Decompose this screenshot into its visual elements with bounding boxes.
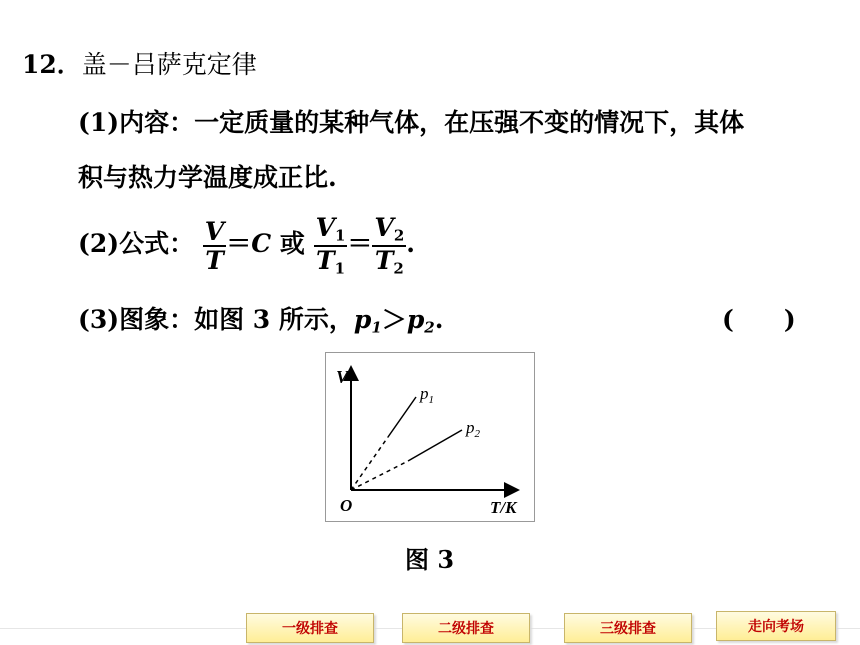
item2-formula bbox=[78, 215, 415, 276]
item3-line bbox=[78, 300, 443, 337]
frac-numerator-v: V bbox=[204, 216, 225, 246]
answer-bracket: ( ) bbox=[722, 305, 796, 334]
p1-dashed bbox=[351, 437, 388, 490]
item3-text: 图象：如图 3 所示， bbox=[119, 305, 354, 334]
equals-sign-1: ＝ bbox=[226, 229, 252, 258]
heading bbox=[22, 45, 257, 81]
p2-label: $p_2$ bbox=[466, 418, 480, 440]
p1-solid bbox=[388, 397, 416, 437]
p2-dashed bbox=[351, 461, 408, 490]
nav-button-level2[interactable]: 二级排查 bbox=[402, 613, 530, 643]
item2-prefix: (2) bbox=[78, 229, 120, 258]
origin-label: O bbox=[340, 496, 353, 515]
v-t-graph bbox=[325, 352, 535, 522]
frac-denominator-t: T bbox=[205, 245, 224, 275]
frac-numerator-v2: $V_2$ bbox=[374, 213, 405, 245]
heading-title: 盖－吕萨克定律 bbox=[81, 50, 257, 79]
or-word: 或 bbox=[271, 229, 305, 258]
nav-button-exam[interactable]: 走向考场 bbox=[716, 611, 836, 641]
p2-symbol: $p_2$ bbox=[406, 305, 435, 337]
item1-text-b: 积与热力学温度成正比. bbox=[78, 163, 337, 192]
constant-c: C bbox=[251, 229, 272, 258]
v-axis-label: V bbox=[336, 367, 349, 387]
heading-number: 12． bbox=[22, 50, 82, 79]
figure-caption: 图 3 bbox=[405, 545, 455, 574]
item1-prefix: (1) bbox=[78, 108, 120, 137]
item1-line1 bbox=[78, 103, 744, 139]
frac-numerator-v1: $V_1$ bbox=[315, 213, 346, 245]
formula-end: . bbox=[406, 229, 415, 258]
fraction-v2-over-t2 bbox=[372, 215, 406, 276]
equals-sign-2: ＝ bbox=[347, 229, 373, 258]
p1-symbol: $p_1$ bbox=[353, 305, 382, 337]
p2-solid bbox=[408, 430, 462, 461]
item1-text-a: 内容：一定质量的某种气体，在压强不变的情况下，其体 bbox=[119, 108, 745, 137]
item3-end: . bbox=[434, 305, 444, 334]
greater-than: ＞ bbox=[381, 305, 407, 334]
graph-svg bbox=[326, 353, 534, 521]
fraction-v1-over-t1 bbox=[314, 215, 348, 276]
frac-denominator-t1: $T_1$ bbox=[315, 245, 345, 277]
p1-label: $p_1$ bbox=[420, 384, 434, 406]
item1-line2 bbox=[78, 158, 337, 194]
nav-button-level3[interactable]: 三级排查 bbox=[564, 613, 692, 643]
nav-button-level1[interactable]: 一级排查 bbox=[246, 613, 374, 643]
frac-denominator-t2: $T_2$ bbox=[374, 245, 404, 277]
item3-prefix: (3) bbox=[78, 305, 120, 334]
item2-label: 公式： bbox=[119, 229, 195, 258]
fraction-v-over-t bbox=[203, 216, 226, 275]
t-axis-label: T/K bbox=[490, 498, 517, 517]
